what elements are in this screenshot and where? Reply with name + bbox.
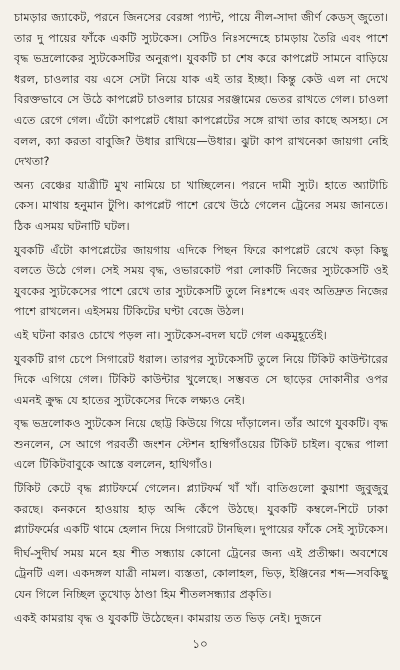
paragraph-2: অন্য বেঞ্চের যাত্রীটি মুখ নামিয়ে চা খাচ্ছিলেন। পরনে দামী স্যুট। হাতে অ্যাটাচি কেস। মাথায় হনুমান টুপি। কাপপ্লেট পাশে রেখে উঠে গেলেন ট্রেনের সময় জানতে। ঠিক এসময় ঘটনাটি ঘটল।	[14, 178, 388, 233]
text-body	[14, 8, 388, 629]
paragraph-9: একই কামরায় বৃদ্ধ ও যুবকটি উঠেছেন। কামরায় তত ভিড় নেই। দুজনে	[14, 611, 322, 625]
paragraph-4: এই ঘটনা কারও চোখে পড়ল না। স্যুটকেস-বদল ঘটে গেল একমুহূর্তেই।	[14, 328, 327, 342]
paragraph-8: দীর্ঘ-সুদীর্ঘ সময় মনে হয় শীত সন্ধ্যায় কোনো ট্রেনের জন্য এই প্রতীক্ষা। অবশেষে ট্রেনটি এল। একদঙ্গল যাত্রী নামল। ব্যস্ততা, কোলাহল, ভিড়, ইঞ্জিনের শব্দ—সবকিছু যেন গিলে নিচ্ছিল তুখোড় ঠাণ্ডা হিম শীতলসন্ধ্যার প্রকৃতি।	[14, 546, 388, 602]
paragraph-3: যুবকটি এঁটো কাপপ্লেটের জায়গায় এদিকে পিছন ফিরে কাপপ্লেট রেখে কড়া কিছু বলতে উঠে গেল। সেই সময় বৃদ্ধ, ওভারকোট পরা লোকটি নিজের স্যুটকেসটি ওই যুবকের স্যুটকেসের পাশে রেখে তার স্যুটকেসটি তুলে নিঃশব্দে এবং অতিদ্রুত নিজের পাশে রাখলেন। এইসময় টিকিটের ঘণ্টা বেজে উঠল।	[14, 243, 388, 319]
paragraph-1: চামড়ার জ্যাকেট, পরনে জিনসের বেরঙ্গা প্যান্ট, পায়ে নীল-সাদা জীর্ণ কেডস্ জুতো। তার দু পায়ের ফাঁকে একটি স্যুটকেস। সেটিও নিঃসন্দেহে চামড়ায় তৈরি এবং পাশে বৃদ্ধ ভদ্রলোকের স্যুটকেসটির অনুরূপ। যুবকটি চা শেষ করে কাপপ্লেট সামনে বাড়িয়ে ধরল, চাওলার বয় এসে সেটা নিয়ে যাক এই তার ইচ্ছা। কিন্তু কেউ এল না দেখে বিরক্তভাবে সে উঠে কাপপ্লেট চাওলার চায়ের সরঞ্জামের ভেতর রাখতে গেল। চাওলা এতে রেগে গেল। এঁটো কাপপ্লেট ধোয়া কাপপ্লেটের সঙ্গে রাখা তার কাছে অসহ্য। সে বলল, ক্যা করতা বাবুজি? উধার রাখিয়ে—উধার। ঝুটা কাপ রাখনেকা জায়গা নেহি দেখতা?	[14, 11, 388, 169]
paragraph-6: বৃদ্ধ ভদ্রলোকও স্যুটকেস নিয়ে ছোট্ট কিউয়ে গিয়ে দাঁড়ালেন। তাঁর আগে যুবকটি। বৃদ্ধ শুনলেন, সে আগে পরবর্তী জংশন স্টেশন হাম্বিগাঁওয়ের টিকিট চাইল। বৃদ্ধের পালা এলে টিকিটবাবুকে আস্তে বললেন, হাথিগাঁও।	[14, 417, 388, 472]
paragraph-5: যুবকটি রাগ চেপে সিগারেট ধরাল। তারপর স্যুটকেসটি তুলে নিয়ে টিকিট কাউন্টারের দিকে এগিয়ে গেল। টিকিট কাউন্টার খুলেছে। সম্ভবত সে ছাড়ের দোকানীর ওপর এমনই ক্রুদ্ধ যে হাতের স্যুটকেসের দিকে লক্ষ্যও নেই।	[14, 352, 388, 407]
paragraph-7: টিকিট কেটে বৃদ্ধ প্ল্যাটফর্মে গেলেন। প্ল্যাটফর্ম খাঁ খাঁ। বাতিগুলো কুয়াশা জুবুজুবু করছে। কনকনে হাওয়ায় হাড় অব্দি কেঁপে উঠছে। যুবকটি কম্বলে-শিটে ঢাকা প্ল্যাটফর্মের একটি থামে হেলান দিয়ে সিগারেট টানছিল। দুপায়ের ফাঁকে সেই স্যুটকেস।	[14, 482, 388, 537]
page-number: ১০	[192, 637, 208, 651]
